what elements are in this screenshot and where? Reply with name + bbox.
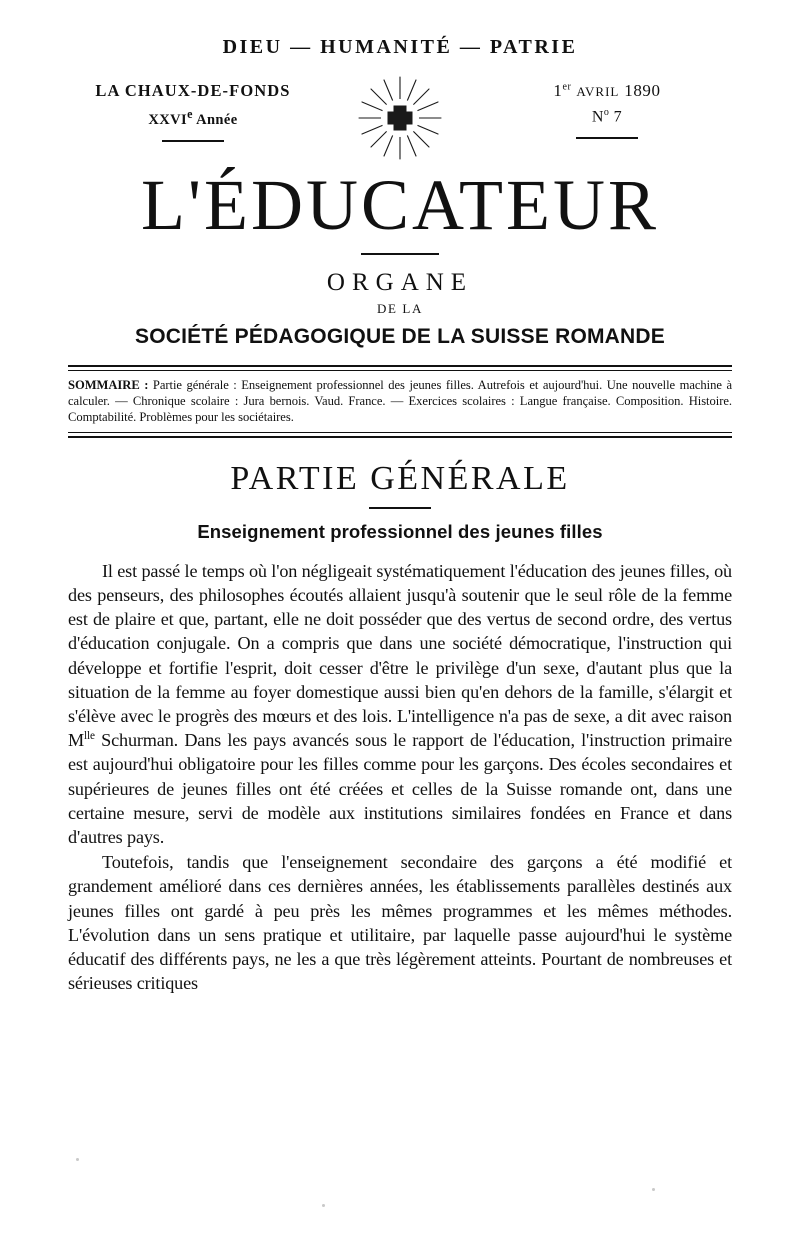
article-paragraph: Il est passé le temps où l'on négligeait systématiquement l'éducation des jeunes filles, où des penseurs, des philosophes écoutés allaient jusqu'à soutenir que le seul rôle de la femme est de plaire et que, partant, elle ne doit posséder que des vertus de second ordre, des vertus d'éducation conjugale. On a compris que dans une société démocratique, l'instruction qui développe et fortifie l'esprit, doit cesser d'être le privilège d'un sexe, d'autant plus que la situation de la femme au foyer domestique aussi bien qu'en dehors de la famille, s'élargit et s'élève avec le progrès des mœurs et des lois. L'intelligence n'a pas de sexe, a dit avec raison $M^{lle}$ Schurman. Dans les pays avancés sous le rapport de l'éducation, l'instruction primaire est aujourd'hui obligatoire pour les filles comme pour les garçons. Des écoles secondaires et supérieures de jeunes filles ont été créées et celles de la Suisse romande ont, dans une certaine mesure, servi de modèle aux institutions similaires fondées en France et dans d'autres pays.	[68, 560, 732, 848]
section-divider	[369, 507, 431, 509]
issue-date: 1er AVRIL 1890	[553, 81, 661, 100]
summary-label: SOMMAIRE :	[68, 378, 149, 392]
scan-speck	[652, 1188, 655, 1191]
summary-block	[68, 377, 732, 425]
issue-number: $N^o$ 7	[591, 107, 623, 126]
issue-info-row	[68, 81, 732, 155]
summary-bottom-rule	[68, 432, 732, 438]
publication-title: L'ÉDUCATEUR	[141, 165, 659, 245]
title-divider	[361, 253, 439, 255]
publication-place: LA CHAUX-DE-FONDS	[95, 81, 291, 100]
divider-right	[576, 137, 638, 139]
divider-left	[162, 140, 224, 142]
publication-place-block	[68, 81, 318, 142]
publication-year: XXVIe Année	[148, 107, 238, 128]
organe-label: ORGANE	[326, 269, 474, 296]
society-name: SOCIÉTÉ PÉDAGOGIQUE DE LA SUISSE ROMANDE	[135, 325, 665, 348]
summary-top-rule	[68, 365, 732, 371]
article-paragraph: Toutefois, tandis que l'enseignement secondaire des garçons a été modifié et grandement amélioré dans ces dernières années, les établissements parallèles destinés aux jeunes filles ont gardé à peu près les mêmes programmes et les mêmes méthodes. L'évolution dans un sens pratique et utilitaire, par laquelle passe aujourd'hui le système éducatif des différents pays, ne les a que très légèrement atteints. Pourtant de nombreuses et sérieuses critiques	[68, 852, 732, 994]
issue-date-block	[482, 81, 732, 139]
dela-label: DE LA	[377, 301, 423, 316]
swiss-cross-rayed-emblem	[357, 75, 443, 161]
section-title: PARTIE GÉNÉRALE	[230, 460, 570, 498]
scan-speck	[76, 1158, 79, 1161]
newspaper-page	[0, 36, 800, 1245]
scan-speck	[322, 1204, 325, 1207]
page-motto: DIEU — HUMANITÉ — PATRIE	[222, 36, 578, 58]
summary-text: Partie générale : Enseignement professionnel des jeunes filles. Autrefois et aujourd'hui. Une nouvelle machine à calculer. — Chronique scolaire : Jura bernois. Vaud. France. — Exercices scolaires : Langue française. Composition. Histoire. Comptabilité. Problèmes pour les sociétaires.	[68, 378, 732, 425]
article-title: Enseignement professionnel des jeunes filles	[197, 520, 603, 542]
article-body	[68, 559, 732, 996]
